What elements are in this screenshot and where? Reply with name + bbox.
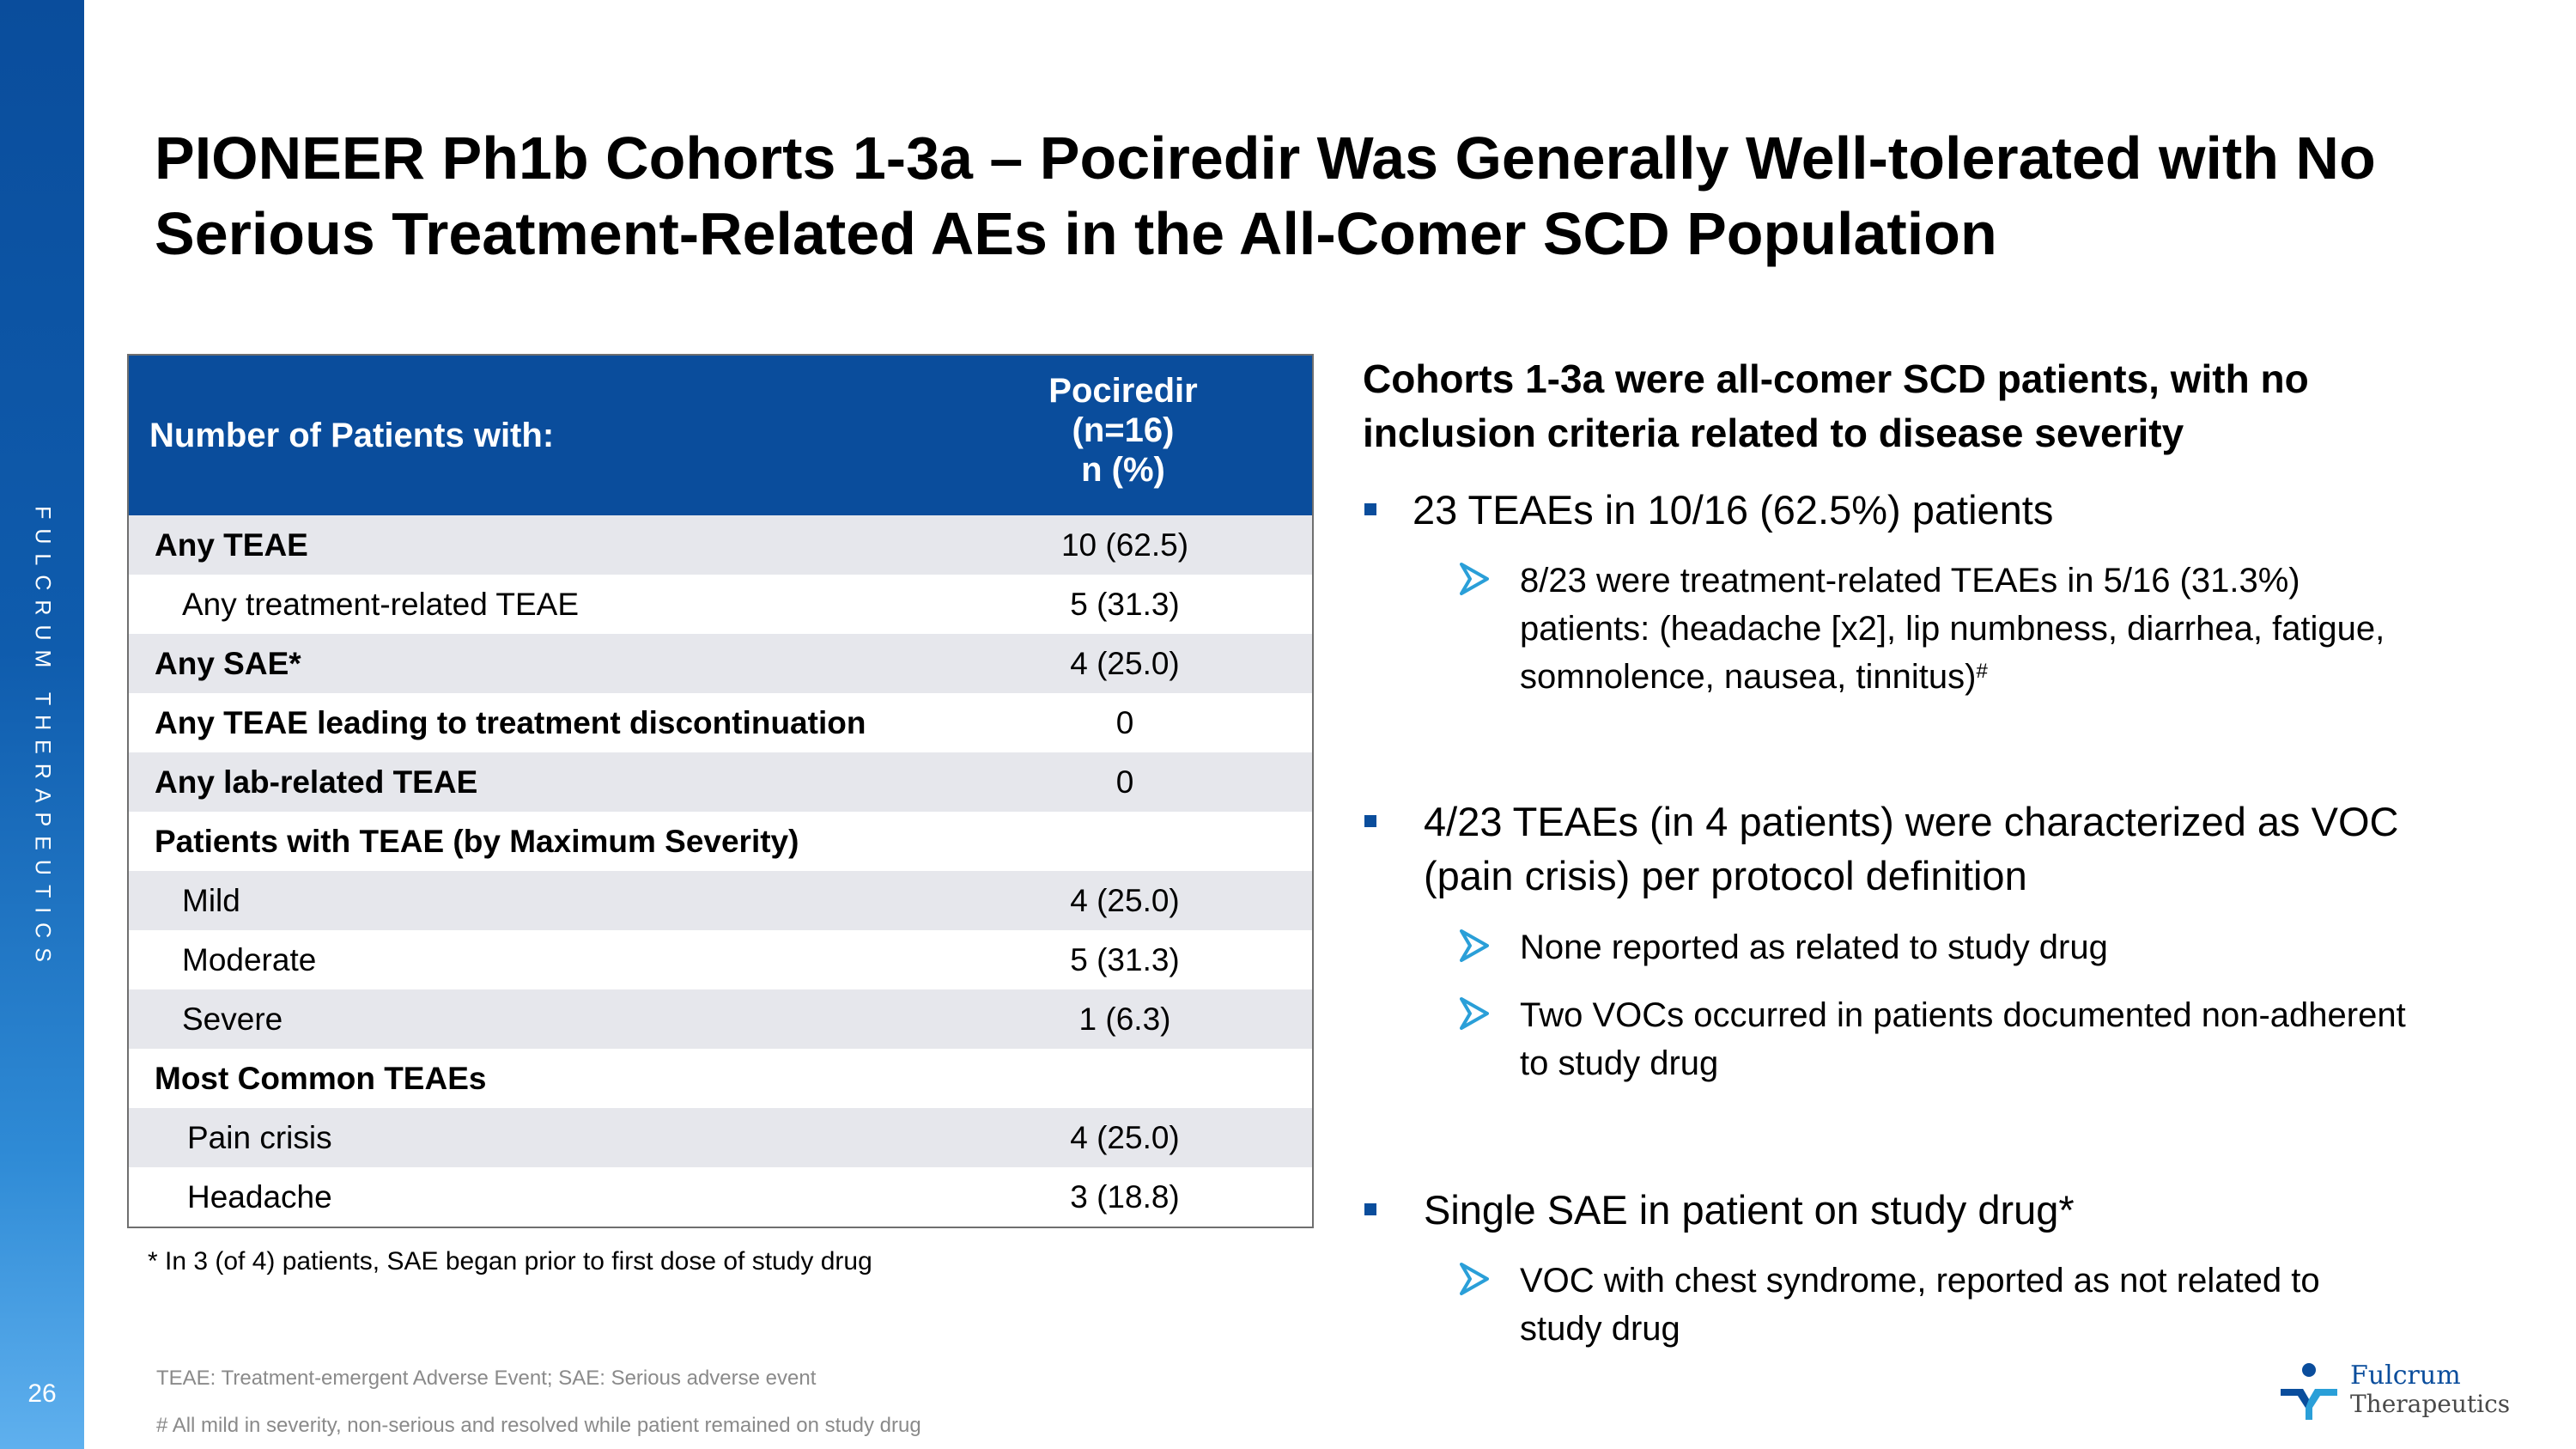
table-header-col-line1: Pociredir bbox=[1048, 372, 1198, 410]
sub-bullet-item bbox=[1520, 991, 2406, 1087]
logo-word-therapeutics: Therapeutics bbox=[2350, 1390, 2511, 1418]
bullet-item bbox=[1424, 795, 2398, 903]
table-header-col-line2: (n=16) bbox=[1072, 411, 1175, 449]
square-bullet-icon bbox=[1364, 503, 1376, 515]
sub-bullet-line: study drug bbox=[1520, 1310, 1680, 1348]
sub-bullet-item bbox=[1520, 557, 2385, 701]
right-heading-line2: inclusion criteria related to disease severity bbox=[1363, 411, 2184, 455]
fulcrum-logo-icon bbox=[2277, 1363, 2341, 1422]
row-value: 5 (31.3) bbox=[1070, 586, 1180, 622]
sub-bullet-line: Two VOCs occurred in patients documented non-adherent bbox=[1520, 996, 2406, 1034]
sub-bullet-line: VOC with chest syndrome, reported as not related to bbox=[1520, 1262, 2320, 1300]
table-row bbox=[129, 812, 1312, 871]
slide-title-line2: Serious Treatment-Related AEs in the All-Comer SCD Population bbox=[155, 200, 1997, 267]
row-value: 1 (6.3) bbox=[1078, 1001, 1171, 1037]
row-label: Any SAE* bbox=[155, 645, 301, 681]
sub-bullet-item bbox=[1520, 923, 2108, 971]
bullet-text-line: 4/23 TEAEs (in 4 patients) were characterized as VOC bbox=[1424, 799, 2399, 844]
row-label: Mild bbox=[182, 882, 240, 918]
sub-bullet-line: to study drug bbox=[1520, 1044, 1719, 1082]
hash-footnote: # All mild in severity, non-serious and resolved while patient remained on study drug bbox=[156, 1414, 921, 1437]
arrow-bullet-icon bbox=[1460, 562, 1489, 596]
table-row bbox=[129, 989, 1312, 1049]
row-value: 3 (18.8) bbox=[1070, 1178, 1180, 1215]
right-heading-line1: Cohorts 1-3a were all-comer SCD patients, with no bbox=[1363, 356, 2309, 401]
table-row bbox=[129, 1108, 1312, 1167]
row-value: 4 (25.0) bbox=[1070, 882, 1180, 918]
bullet-text-line: (pain crisis) per protocol definition bbox=[1424, 853, 2027, 898]
row-label: Any treatment-related TEAE bbox=[182, 586, 580, 622]
bullet-item bbox=[1424, 1183, 2075, 1237]
brand-sidebar bbox=[0, 0, 84, 1449]
sub-bullet-line bbox=[1520, 653, 2385, 701]
table-header bbox=[129, 356, 1312, 515]
table-footnote: * In 3 (of 4) patients, SAE began prior to first dose of study drug bbox=[148, 1247, 872, 1275]
row-label: Severe bbox=[182, 1001, 283, 1037]
row-label: Headache bbox=[187, 1178, 332, 1215]
row-label: Most Common TEAEs bbox=[155, 1060, 487, 1096]
bullet-item bbox=[1413, 483, 2053, 537]
table-row bbox=[129, 575, 1312, 634]
table-row bbox=[129, 693, 1312, 752]
row-value: 4 (25.0) bbox=[1070, 645, 1180, 681]
row-label: Any lab-related TEAE bbox=[155, 764, 478, 800]
sub-bullet-line: patients: (headache [x2], lip numbness, diarrhea, fatigue, bbox=[1520, 610, 2385, 648]
slide-title-line1: PIONEER Ph1b Cohorts 1-3a – Pociredir Was Generally Well-tolerated with No bbox=[155, 125, 2376, 192]
row-value: 4 (25.0) bbox=[1070, 1119, 1180, 1155]
right-heading bbox=[1363, 352, 2539, 460]
hash-mark: # bbox=[1976, 660, 1988, 683]
table-row bbox=[129, 1167, 1312, 1227]
row-label: Any TEAE bbox=[155, 527, 308, 563]
row-label: Pain crisis bbox=[187, 1119, 332, 1155]
row-value: 5 (31.3) bbox=[1070, 941, 1180, 977]
sidebar-brand-text: FULCRUM THERAPEUTICS bbox=[30, 506, 55, 971]
bullet-text: Single SAE in patient on study drug* bbox=[1424, 1187, 2075, 1233]
logo-word-fulcrum: Fulcrum bbox=[2350, 1361, 2461, 1391]
table-row bbox=[129, 871, 1312, 930]
table-header-label: Number of Patients with: bbox=[149, 416, 555, 454]
arrow-bullet-icon bbox=[1460, 1262, 1489, 1296]
table-row bbox=[129, 515, 1312, 575]
row-label: Moderate bbox=[182, 941, 317, 977]
sub-bullet-line: None reported as related to study drug bbox=[1520, 928, 2108, 966]
row-label: Any TEAE leading to treatment discontinuation bbox=[155, 704, 866, 740]
arrow-bullet-icon bbox=[1460, 996, 1489, 1031]
row-label: Patients with TEAE (by Maximum Severity) bbox=[155, 823, 799, 859]
adverse-events-table bbox=[127, 354, 1314, 1228]
row-value: 0 bbox=[1115, 764, 1134, 800]
table-row bbox=[129, 752, 1312, 812]
row-value bbox=[996, 812, 1254, 871]
row-value: 10 (62.5) bbox=[1060, 527, 1189, 563]
table-row bbox=[129, 1049, 1312, 1108]
table-header-column bbox=[994, 371, 1252, 490]
bullet-text: 23 TEAEs in 10/16 (62.5%) patients bbox=[1413, 487, 2054, 533]
square-bullet-icon bbox=[1364, 815, 1376, 827]
row-value: 0 bbox=[1115, 704, 1134, 740]
page-number: 26 bbox=[27, 1379, 57, 1408]
sub-bullet-line: 8/23 were treatment-related TEAEs in 5/16 (31.3%) bbox=[1520, 562, 2300, 600]
row-value bbox=[996, 1049, 1254, 1108]
slide-title bbox=[155, 120, 2559, 271]
abbreviations-note: TEAE: Treatment-emergent Adverse Event; SAE: Serious adverse event bbox=[156, 1367, 817, 1390]
arrow-bullet-icon bbox=[1460, 928, 1489, 963]
sub-bullet-item bbox=[1520, 1257, 2320, 1353]
square-bullet-icon bbox=[1364, 1203, 1376, 1215]
table-row bbox=[129, 634, 1312, 693]
table-header-col-line3: n (%) bbox=[1081, 451, 1165, 489]
sub-bullet-text: somnolence, nausea, tinnitus) bbox=[1520, 658, 1977, 696]
table-row bbox=[129, 930, 1312, 989]
